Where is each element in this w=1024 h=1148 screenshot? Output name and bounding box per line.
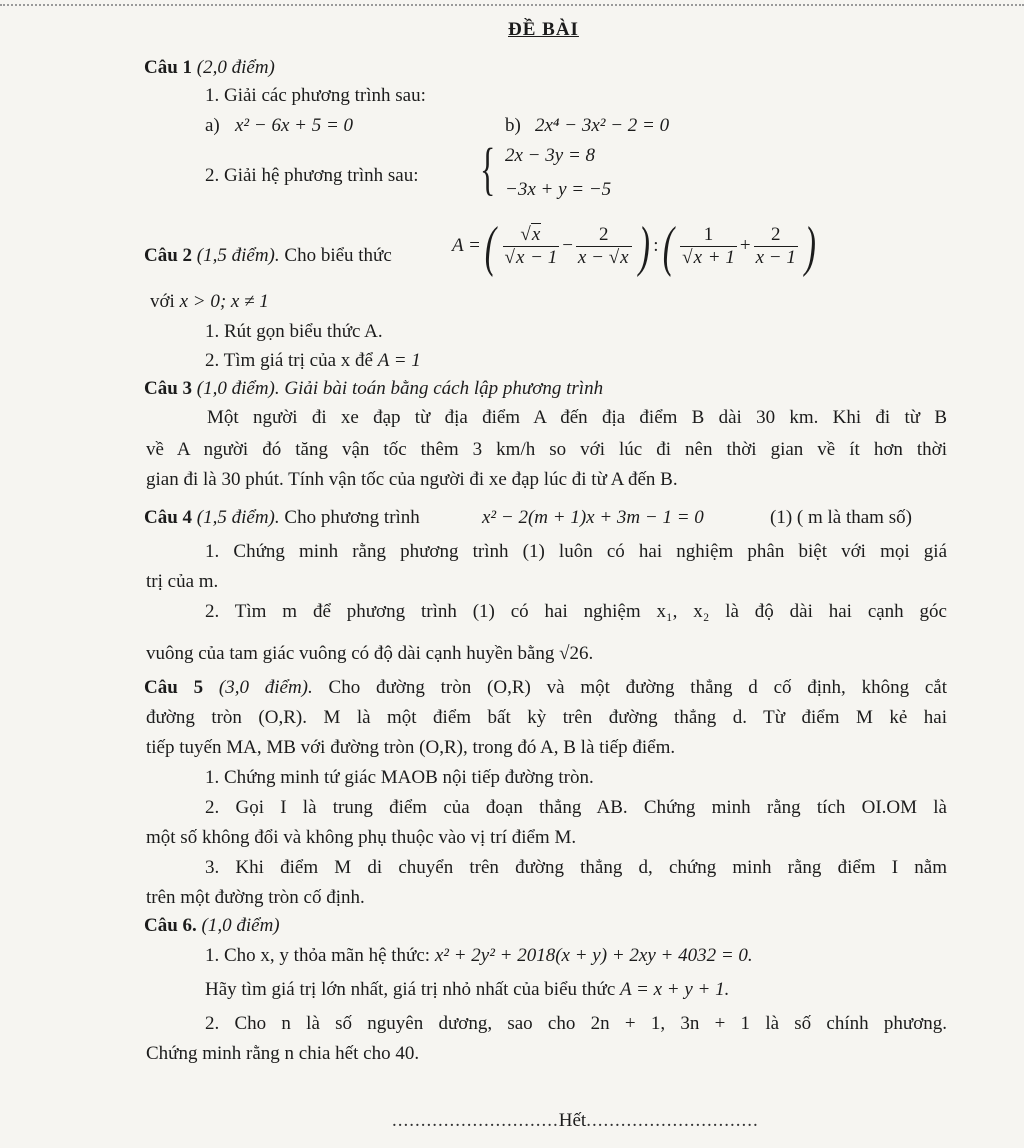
q2-expression: A =( $\frac{√x}{√x - 1}$ − $\frac{2}{x - √x}$ ) :( $\frac{1}{√x + 1}$ + $\frac{2}{x - 1}$ ) (452, 215, 816, 278)
q6-part1-line2-equation: A = x + y + 1. (620, 979, 730, 1000)
q2-part2 (205, 349, 421, 373)
q3-line2: về A người đó tăng vận tốc thêm 3 km/h so với lúc đi nên thời gian về ít hơn thời (146, 439, 947, 460)
q3-heading (144, 377, 603, 401)
page-title: ĐỀ BÀI (508, 19, 579, 40)
system-brace: { (480, 136, 496, 201)
q6-part2-line2: Chứng minh rằng n chia hết cho 40. (146, 1043, 420, 1064)
q4-intro: Cho phương trình (284, 507, 420, 528)
q5-part3-line1: 3. Khi điểm M di chuyển trên đường thẳng d, chứng minh rằng điểm I nằm (205, 857, 947, 878)
q4-equation: x² − 2(m + 1)x + 3m − 1 = 0 (482, 507, 704, 528)
q4-part1-line1: 1. Chứng minh rằng phương trình (1) luôn có hai nghiệm phân biệt với mọi giá (205, 541, 947, 562)
q2-condition-value: x > 0; x ≠ 1 (179, 291, 269, 312)
q5-line1-text: Cho đường tròn (O,R) và một đường thẳng d cố định, không cắt (328, 677, 948, 698)
q1-label: Câu 1 (144, 57, 193, 78)
end-text: Hết (558, 1110, 587, 1131)
q3-line1: Một người đi xe đạp từ địa điểm A đến địa điểm B dài 30 km. Khi đi từ B (207, 407, 947, 428)
q4-part1-line2: trị của m. (146, 571, 219, 592)
q6-part2-line1: 2. Cho n là số nguyên dương, sao cho 2n + 1, 3n + 1 là số chính phương. (205, 1013, 947, 1034)
q1-system-eq2: −3x + y = −5 (505, 179, 612, 200)
q5-part1: 1. Chứng minh tứ giác MAOB nội tiếp đường tròn. (205, 767, 594, 788)
q5-line3: tiếp tuyến MA, MB với đường tròn (O,R), trong đó A, B là tiếp điểm. (146, 737, 676, 758)
end-marker: .............................Hết.............................. (392, 1110, 759, 1131)
q1-points: (2,0 điểm) (196, 57, 275, 78)
q3-title: Giải bài toán bằng cách lập phương trình (284, 378, 604, 399)
q1-b-label: b) (505, 115, 521, 136)
q3-label: Câu 3 (144, 378, 193, 399)
q6-part1-equation: x² + 2y² + 2018(x + y) + 2xy + 4032 = 0. (434, 945, 753, 966)
q6-part1-line2-text: Hãy tìm giá trị lớn nhất, giá trị nhỏ nhất của biểu thức (205, 979, 616, 1000)
q2-part2-text: 2. Tìm giá trị của x để (205, 350, 373, 371)
q1-part2: 2. Giải hệ phương trình sau: (205, 165, 419, 186)
q1-a-equation: x² − 6x + 5 = 0 (235, 115, 354, 136)
q1-system-eq1: 2x − 3y = 8 (505, 145, 596, 166)
q3-points: (1,0 điểm). (196, 378, 280, 399)
q1-b-equation: 2x⁴ − 3x² − 2 = 0 (535, 115, 670, 136)
q5-part2-line2: một số không đổi và không phụ thuộc vào vị trí điểm M. (146, 827, 577, 848)
top-dotted-rule (0, 4, 1024, 6)
q5-line1 (144, 676, 947, 700)
q2-points: (1,5 điểm). (196, 245, 280, 266)
q4-equation-note: (1) ( m là tham số) (770, 507, 912, 528)
q5-part3-line2: trên một đường tròn cố định. (146, 887, 365, 908)
q1-part1: 1. Giải các phương trình sau: (205, 85, 426, 106)
q4-points: (1,5 điểm). (196, 507, 280, 528)
q2-label: Câu 2 (144, 245, 193, 266)
q1-a-label: a) (205, 115, 220, 136)
q4-heading (144, 506, 420, 530)
q4-part2-line2: vuông của tam giác vuông có độ dài cạnh huyền bằng √26. (146, 643, 594, 664)
q6-part1 (205, 944, 753, 968)
q6-label: Câu 6. (144, 915, 197, 936)
q6-heading (144, 914, 280, 938)
q2-part2-equation: A = 1 (377, 350, 421, 371)
q6-points: (1,0 điểm) (201, 915, 280, 936)
q4-part2-line1: 2. Tìm m để phương trình (1) có hai nghiệm x₁, x₂ là độ dài hai cạnh góc (205, 601, 947, 622)
q6-part1-text: 1. Cho x, y thỏa mãn hệ thức: (205, 945, 431, 966)
q2-heading (144, 244, 392, 268)
q2-intro: Cho biểu thức (284, 245, 392, 266)
q3-line3: gian đi là 30 phút. Tính vận tốc của người đi xe đạp lúc đi từ A đến B. (146, 469, 678, 490)
q5-line2: đường tròn (O,R). M là một điểm bất kỳ trên đường thẳng d. Từ điểm M kẻ hai (146, 707, 947, 728)
q1-heading (144, 56, 275, 80)
q5-points: (3,0 điểm). (218, 677, 313, 698)
q4-label: Câu 4 (144, 507, 193, 528)
q6-part1-line2 (205, 978, 729, 1002)
q2-condition-prefix: với (150, 291, 175, 312)
q5-label: Câu 5 (144, 677, 204, 698)
q2-condition (150, 290, 269, 314)
q5-part2-line1: 2. Gọi I là trung điểm của đoạn thẳng AB. Chứng minh rằng tích OI.OM là (205, 797, 947, 818)
q2-part1: 1. Rút gọn biểu thức A. (205, 321, 383, 342)
